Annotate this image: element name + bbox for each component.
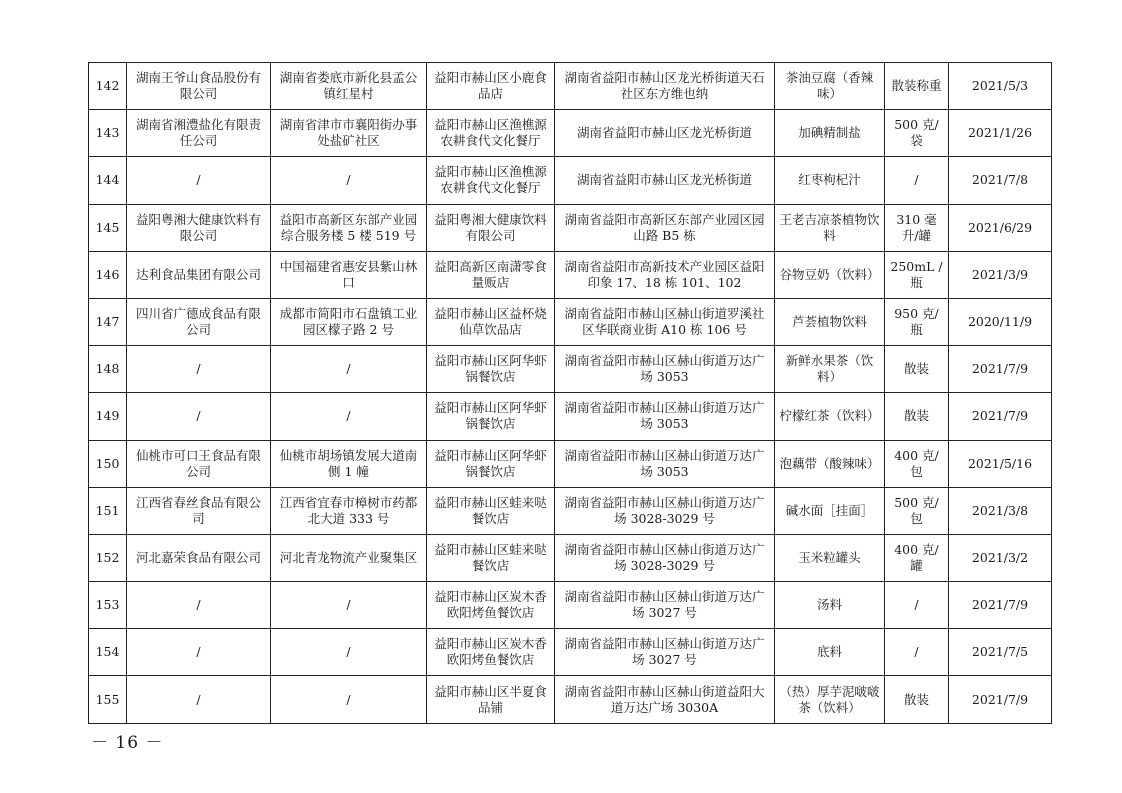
manufacturer-address-cell: 河北青龙物流产业聚集区: [271, 534, 427, 581]
product-name-cell: 红枣枸杞汁: [775, 157, 885, 204]
sampled-unit-cell: 益阳市赫山区小鹿食品店: [427, 63, 555, 110]
manufacturer-cell: 仙桃市可口王食品有限公司: [127, 440, 271, 487]
sampled-address-cell: 湖南省益阳市赫山区龙光桥街道天石社区东方维也纳: [555, 63, 775, 110]
sampled-unit-cell: 益阳市赫山区炭木香欧阳烤鱼餐饮店: [427, 629, 555, 676]
manufacturer-address-cell: 成都市简阳市石盘镇工业园区檬子路 2 号: [271, 298, 427, 345]
manufacturer-cell: /: [127, 157, 271, 204]
sampled-unit-cell: 益阳粤湘大健康饮料有限公司: [427, 204, 555, 251]
table-row: [89, 629, 1052, 676]
row-number-cell: 153: [89, 582, 127, 629]
manufacturer-address-cell: 江西省宜春市樟树市药都北大道 333 号: [271, 487, 427, 534]
table-row: [89, 298, 1052, 345]
production-date-cell: 2020/11/9: [949, 298, 1052, 345]
row-number-cell: 155: [89, 676, 127, 723]
sampled-address-cell: 湖南省益阳市赫山区赫山街道万达广场 3028-3029 号: [555, 487, 775, 534]
manufacturer-cell: /: [127, 629, 271, 676]
production-date-cell: 2021/3/8: [949, 487, 1052, 534]
specification-cell: 400 克/罐: [885, 534, 949, 581]
manufacturer-address-cell: 益阳市高新区东部产业园综合服务楼 5 楼 519 号: [271, 204, 427, 251]
table-row: [89, 157, 1052, 204]
sampled-unit-cell: 益阳市赫山区蛙来哒餐饮店: [427, 534, 555, 581]
specification-cell: 950 克/瓶: [885, 298, 949, 345]
sampled-unit-cell: 益阳高新区南潇零食量贩店: [427, 251, 555, 298]
specification-cell: 310 毫升/罐: [885, 204, 949, 251]
manufacturer-cell: /: [127, 676, 271, 723]
manufacturer-cell: /: [127, 393, 271, 440]
sampled-unit-cell: 益阳市赫山区阿华虾锅餐饮店: [427, 440, 555, 487]
manufacturer-address-cell: 仙桃市胡场镇发展大道南侧 1 幢: [271, 440, 427, 487]
production-date-cell: 2021/7/9: [949, 346, 1052, 393]
row-number-cell: 149: [89, 393, 127, 440]
sampled-address-cell: 湖南省益阳市赫山区赫山街道益阳大道万达广场 3030A: [555, 676, 775, 723]
sampled-unit-cell: 益阳市赫山区蛙来哒餐饮店: [427, 487, 555, 534]
row-number-cell: 144: [89, 157, 127, 204]
row-number-cell: 154: [89, 629, 127, 676]
specification-cell: 散装称重: [885, 63, 949, 110]
production-date-cell: 2021/5/3: [949, 63, 1052, 110]
production-date-cell: 2021/7/9: [949, 393, 1052, 440]
sampled-unit-cell: 益阳市赫山区阿华虾锅餐饮店: [427, 346, 555, 393]
sampled-unit-cell: 益阳市赫山区渔樵源农耕食代文化餐厅: [427, 110, 555, 157]
row-number-cell: 151: [89, 487, 127, 534]
row-number-cell: 152: [89, 534, 127, 581]
product-name-cell: 汤料: [775, 582, 885, 629]
sampled-address-cell: 湖南省益阳市赫山区龙光桥街道: [555, 157, 775, 204]
production-date-cell: 2021/6/29: [949, 204, 1052, 251]
table-row: [89, 487, 1052, 534]
sampled-address-cell: 湖南省益阳市赫山区赫山街道万达广场 3053: [555, 393, 775, 440]
product-name-cell: 柠檬红茶（饮料）: [775, 393, 885, 440]
sampled-address-cell: 湖南省益阳市赫山区赫山街道万达广场 3027 号: [555, 629, 775, 676]
manufacturer-address-cell: 中国福建省惠安县紫山林口: [271, 251, 427, 298]
sampled-address-cell: 湖南省益阳市赫山区赫山街道万达广场 3028-3029 号: [555, 534, 775, 581]
product-name-cell: 新鲜水果茶（饮料）: [775, 346, 885, 393]
specification-cell: 500 克/包: [885, 487, 949, 534]
product-name-cell: 王老吉凉茶植物饮料: [775, 204, 885, 251]
production-date-cell: 2021/7/5: [949, 629, 1052, 676]
specification-cell: 散装: [885, 676, 949, 723]
manufacturer-cell: 达利食品集团有限公司: [127, 251, 271, 298]
table-row: [89, 251, 1052, 298]
row-number-cell: 147: [89, 298, 127, 345]
specification-cell: /: [885, 582, 949, 629]
table-row: [89, 63, 1052, 110]
manufacturer-address-cell: /: [271, 346, 427, 393]
specification-cell: 400 克/包: [885, 440, 949, 487]
sampled-unit-cell: 益阳市赫山区益杯烧仙草饮品店: [427, 298, 555, 345]
sampled-address-cell: 湖南省益阳市赫山区赫山街道万达广场 3053: [555, 346, 775, 393]
row-number-cell: 150: [89, 440, 127, 487]
table-row: [89, 346, 1052, 393]
manufacturer-address-cell: /: [271, 676, 427, 723]
row-number-cell: 148: [89, 346, 127, 393]
production-date-cell: 2021/7/8: [949, 157, 1052, 204]
page-number: － 16 －: [91, 733, 164, 753]
manufacturer-cell: /: [127, 582, 271, 629]
sampled-address-cell: 湖南省益阳市赫山区赫山街道万达广场 3027 号: [555, 582, 775, 629]
specification-cell: 散装: [885, 346, 949, 393]
manufacturer-cell: 江西省春丝食品有限公司: [127, 487, 271, 534]
product-name-cell: 碱水面［挂面］: [775, 487, 885, 534]
table-row: [89, 582, 1052, 629]
row-number-cell: 146: [89, 251, 127, 298]
manufacturer-address-cell: 湖南省津市市襄阳街办事处盐矿社区: [271, 110, 427, 157]
manufacturer-cell: 湖南省湘澧盐化有限责任公司: [127, 110, 271, 157]
manufacturer-cell: 四川省广德成食品有限公司: [127, 298, 271, 345]
table-row: [89, 534, 1052, 581]
manufacturer-cell: /: [127, 346, 271, 393]
row-number-cell: 142: [89, 63, 127, 110]
production-date-cell: 2021/3/9: [949, 251, 1052, 298]
production-date-cell: 2021/3/2: [949, 534, 1052, 581]
manufacturer-cell: 湖南王爷山食品股份有限公司: [127, 63, 271, 110]
sampled-address-cell: 湖南省益阳市高新区东部产业园区园山路 B5 栋: [555, 204, 775, 251]
row-number-cell: 145: [89, 204, 127, 251]
product-name-cell: 茶油豆腐（香辣味）: [775, 63, 885, 110]
table-row: [89, 204, 1052, 251]
sampled-unit-cell: 益阳市赫山区阿华虾锅餐饮店: [427, 393, 555, 440]
product-name-cell: 底料: [775, 629, 885, 676]
production-date-cell: 2021/5/16: [949, 440, 1052, 487]
table-row: [89, 440, 1052, 487]
production-date-cell: 2021/1/26: [949, 110, 1052, 157]
manufacturer-cell: 河北嘉荣食品有限公司: [127, 534, 271, 581]
product-name-cell: 玉米粒罐头: [775, 534, 885, 581]
sampled-address-cell: 湖南省益阳市赫山区龙光桥街道: [555, 110, 775, 157]
table-row: [89, 676, 1052, 723]
sampling-results-table: [88, 62, 1052, 724]
product-name-cell: 泡藕带（酸辣味）: [775, 440, 885, 487]
product-name-cell: 加碘精制盐: [775, 110, 885, 157]
table-row: [89, 393, 1052, 440]
manufacturer-cell: 益阳粤湘大健康饮料有限公司: [127, 204, 271, 251]
specification-cell: 250mL /瓶: [885, 251, 949, 298]
specification-cell: 散装: [885, 393, 949, 440]
sampled-unit-cell: 益阳市赫山区炭木香欧阳烤鱼餐饮店: [427, 582, 555, 629]
table-row: [89, 110, 1052, 157]
specification-cell: /: [885, 157, 949, 204]
manufacturer-address-cell: /: [271, 629, 427, 676]
manufacturer-address-cell: /: [271, 393, 427, 440]
product-name-cell: 芦荟植物饮料: [775, 298, 885, 345]
manufacturer-address-cell: /: [271, 157, 427, 204]
specification-cell: /: [885, 629, 949, 676]
production-date-cell: 2021/7/9: [949, 676, 1052, 723]
sampled-address-cell: 湖南省益阳市赫山区赫山街道万达广场 3053: [555, 440, 775, 487]
table-body: [89, 63, 1052, 724]
manufacturer-address-cell: 湖南省娄底市新化县孟公镇红星村: [271, 63, 427, 110]
product-name-cell: （热）厚芋泥啵啵茶（饮料）: [775, 676, 885, 723]
sampled-unit-cell: 益阳市赫山区半夏食品铺: [427, 676, 555, 723]
sampled-unit-cell: 益阳市赫山区渔樵源农耕食代文化餐厅: [427, 157, 555, 204]
specification-cell: 500 克/袋: [885, 110, 949, 157]
production-date-cell: 2021/7/9: [949, 582, 1052, 629]
sampled-address-cell: 湖南省益阳市高新技术产业园区益阳印象 17、18 栋 101、102: [555, 251, 775, 298]
manufacturer-address-cell: /: [271, 582, 427, 629]
product-name-cell: 谷物豆奶（饮料）: [775, 251, 885, 298]
sampled-address-cell: 湖南省益阳市赫山区赫山街道罗溪社区华联商业街 A10 栋 106 号: [555, 298, 775, 345]
row-number-cell: 143: [89, 110, 127, 157]
